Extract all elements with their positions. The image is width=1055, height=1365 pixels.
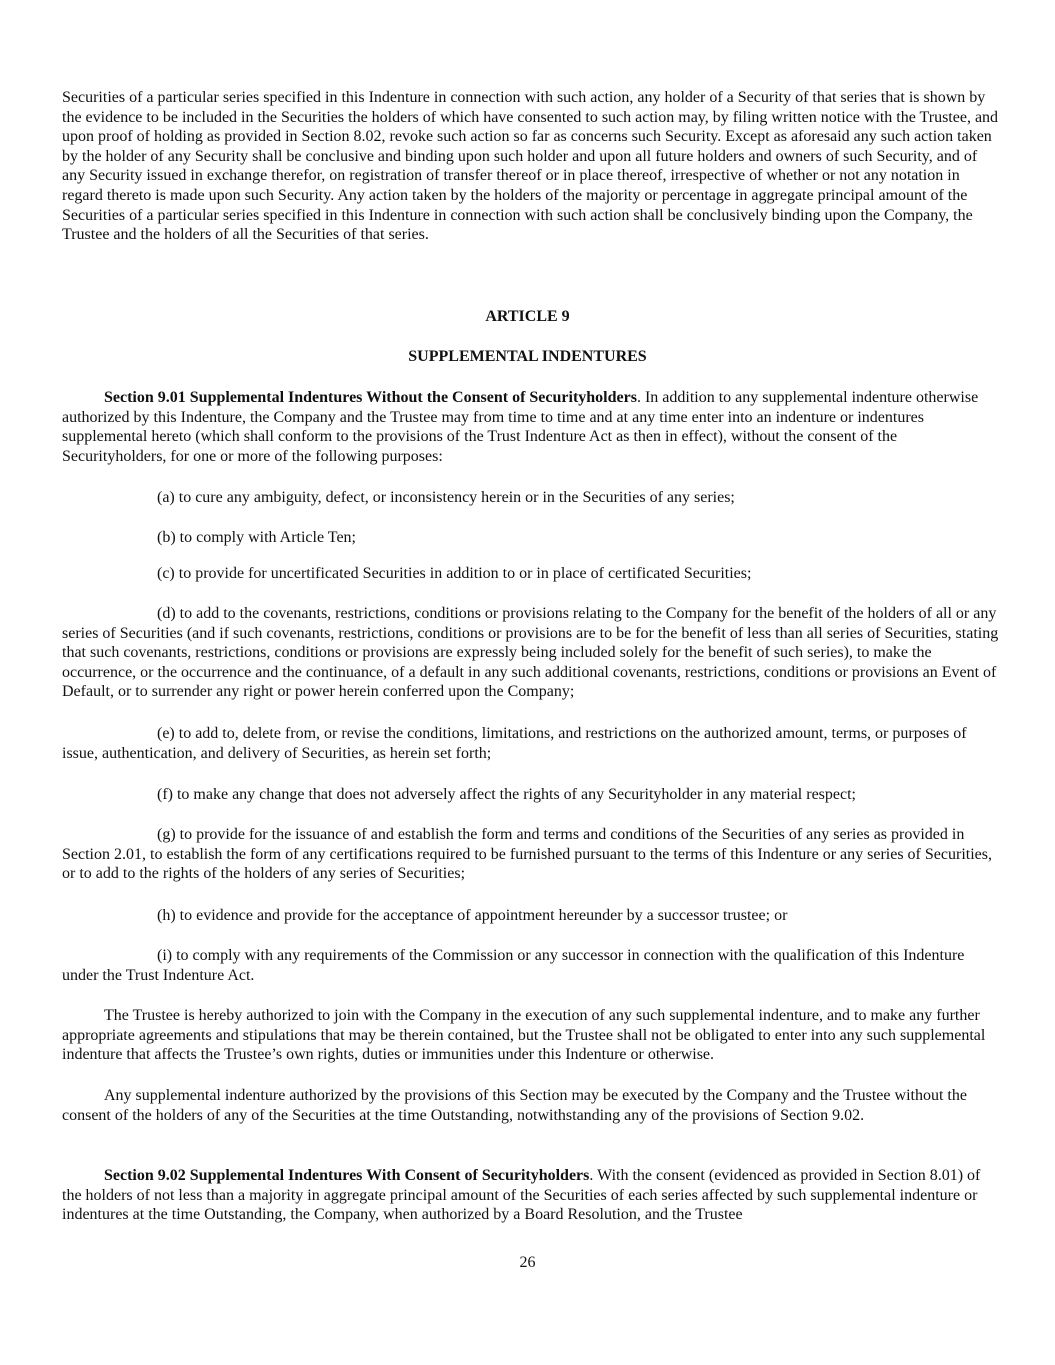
- clause-f: (f) to make any change that does not adversely affect the rights of any Securityholder in any material respect;: [157, 786, 856, 803]
- section-9-02-text: . With the consent (evidenced as provided in Section 8.01) of the holders of not less than a majority in aggregate principal amount of the Securities of each series affected by such supplemental indenture or indentures at the time Outstanding, the Company, when authorized by a Board Resolution, and the Trustee: [62, 1167, 981, 1224]
- section-9-02-paragraph: [62, 1166, 1002, 1225]
- section-9-01-text: . In addition to any supplemental indenture otherwise authorized by this Indenture, the Company and the Trustee may from time to time and at any time enter into an indenture or indentures supplemental hereto (which shall conform to the provisions of the Trust Indenture Act as then in effect), without the consent of the Securityholders, for one or more of the following purposes:: [62, 389, 979, 465]
- any-supplemental-paragraph: Any supplemental indenture authorized by the provisions of this Section may be executed by the Company and the Trustee without the consent of the holders of any of the Securities at the time Outstanding, notwithstanding any of the provisions of Section 9.02.: [62, 1087, 967, 1124]
- trustee-paragraph: The Trustee is hereby authorized to join with the Company in the execution of any such supplemental indenture, and to make any further appropriate agreements and stipulations that may be therein contained, but the Trustee shall not be obligated to enter into any such supplemental indenture that affects the Trustee’s own rights, duties or immunities under this Indenture or otherwise.: [62, 1007, 986, 1064]
- intro-paragraph: Securities of a particular series specified in this Indenture in connection with such action, any holder of a Security of that series that is shown by the evidence to be included in the Securities the holders of which have consented to such action may, by filing written notice with the Trustee, and upon proof of holding as provided in Section 8.02, revoke such action so far as concerns such Security. Except as aforesaid any such action taken by the holder of any Security shall be conclusive and binding upon such holder and upon all future holders and owners of such Security, and of any Security issued in exchange therefor, on registration of transfer thereof or in place thereof, irrespective of whether or not any notation in regard thereto is made upon such Security. Any action taken by the holders of the majority or percentage in aggregate principal amount of the Securities of a particular series specified in this Indenture in connection with such action shall be conclusively binding upon the Company, the Trustee and the holders of all the Securities of that series.: [62, 89, 999, 244]
- article-subtitle: SUPPLEMENTAL INDENTURES: [408, 348, 647, 365]
- article-title: ARTICLE 9: [485, 308, 570, 325]
- clause-h: (h) to evidence and provide for the acceptance of appointment hereunder by a successor trustee; or: [157, 907, 788, 924]
- clause-a: (a) to cure any ambiguity, defect, or inconsistency herein or in the Securities of any series;: [157, 489, 735, 506]
- clause-d: (d) to add to the covenants, restrictions, conditions or provisions relating to the Company for the benefit of the holders of all or any series of Securities (and if such covenants, restrictions, conditions or provisions are to be for the benefit of less than all series of Securities, stating that such covenants, restrictions, conditions or provisions are expressly being included solely for the benefit of such series), to make the occurrence, or the occurrence and the continuance, of a default in any such additional covenants, restrictions, conditions or provisions an Event of Default, or to surrender any right or power herein conferred upon the Company;: [62, 605, 999, 701]
- clause-e: (e) to add to, delete from, or revise the conditions, limitations, and restrictions on the authorized amount, terms, or purposes of issue, authentication, and delivery of Securities, as herein set forth;: [62, 725, 967, 762]
- page-number: 26: [519, 1254, 536, 1271]
- clause-c: (c) to provide for uncertificated Securities in addition to or in place of certificated Securities;: [157, 565, 752, 582]
- section-9-01-heading: Section 9.01 Supplemental Indentures Without the Consent of Securityholders: [104, 389, 637, 406]
- section-9-01-paragraph: [62, 388, 1002, 466]
- section-9-02-heading: Section 9.02 Supplemental Indentures With Consent of Securityholders: [104, 1167, 590, 1184]
- clause-g: (g) to provide for the issuance of and establish the form and terms and conditions of the Securities of any series as provided in Section 2.01, to establish the form of any certifications required to be furnished pursuant to the terms of this Indenture or any series of Securities, or to add to the rights of the holders of any series of Securities;: [62, 826, 992, 883]
- clause-b: (b) to comply with Article Ten;: [157, 529, 356, 546]
- clause-i: (i) to comply with any requirements of the Commission or any successor in connection with the qualification of this Indenture under the Trust Indenture Act.: [62, 947, 965, 984]
